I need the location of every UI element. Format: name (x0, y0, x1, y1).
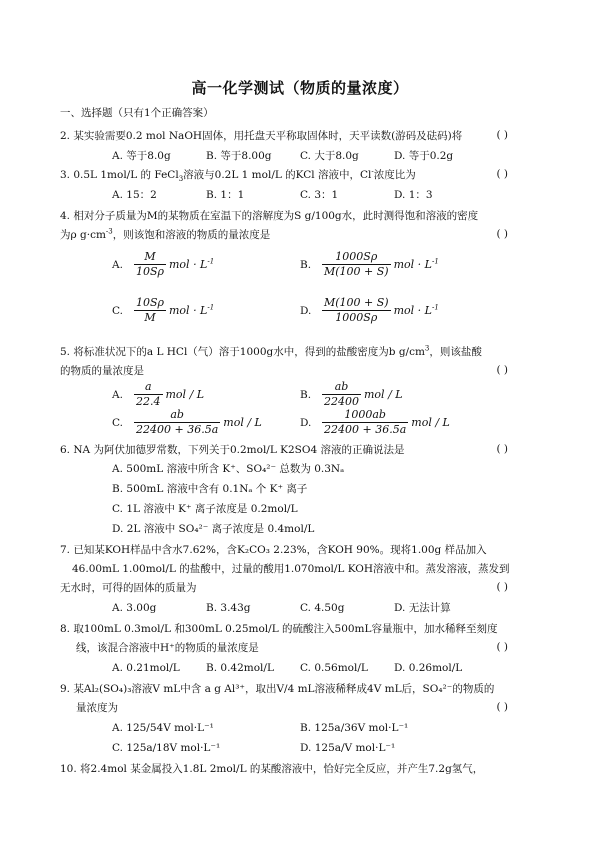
fraction (134, 250, 166, 279)
question-7-option-d: D. 无法计算 (394, 602, 451, 614)
fraction-denominator: M(100 + S) (324, 265, 389, 278)
question-3-option-b: B. 1：1 (206, 189, 245, 201)
question-5-stem-part1: 5. 将标准状况下的a L HCl（气）溶于1000g水中，得到的盐酸密度为b g/cm (60, 346, 425, 358)
question-8-option-b: B. 0.42mol/L (206, 662, 274, 674)
option-label: A. (112, 388, 123, 401)
question-7-stem-line3: 无水时，可得的固体的质量为 (60, 582, 197, 594)
fraction-denominator: 22.4 (136, 395, 161, 408)
option-label: B. (300, 258, 312, 271)
option-label: D. (300, 304, 312, 317)
unit-label: mol / L (165, 387, 205, 401)
question-3-superscript: - (371, 167, 374, 176)
fraction-denominator: 10Sρ (136, 265, 164, 278)
fraction (322, 380, 361, 409)
question-8-stem-line2: 线，该混合溶液中H⁺的物质的量浓度是 (76, 642, 259, 654)
question-4-option-a (112, 250, 214, 279)
option-label: D. (300, 416, 312, 429)
fraction (322, 296, 391, 325)
fraction (322, 408, 408, 437)
question-5-option-c (112, 408, 262, 437)
fraction-numerator: M(100 + S) (324, 296, 389, 309)
unit-label (394, 304, 439, 317)
question-8-option-a: A. 0.21mol/L (112, 662, 180, 674)
question-7-stem-line1: 7. 已知某KOH样品中含水7.62%，含K₂CO₃ 2.23%，含KOH 90%。现将1.00g 样品加入 (60, 544, 487, 556)
unit-text: mol · L (169, 257, 208, 271)
fraction-numerator: 1000Sρ (322, 250, 391, 265)
fraction-numerator: 1000ab (322, 408, 408, 423)
question-5-stem-line1 (60, 345, 482, 359)
page-title: 高一化学测试（物质的量浓度） (191, 79, 409, 97)
fraction (134, 380, 163, 409)
question-2-option-d: D. 等于0.2g (394, 150, 454, 162)
question-3-answer-bracket: ( ) (496, 168, 508, 180)
question-6-stem: 6. NA 为阿伏加德罗常数，下列关于0.2mol/L K2SO4 溶液的正确说法是 (60, 444, 405, 456)
question-4-option-b (300, 250, 439, 279)
fraction-denominator: M (144, 311, 156, 324)
fraction-numerator: ab (134, 408, 220, 423)
unit-label: mol / L (411, 415, 450, 429)
question-6-option-d: D. 2L 溶液中 SO₄²⁻ 离子浓度是 0.4mol/L (112, 523, 315, 535)
question-9-option-c: C. 125a/18V mol·L⁻¹ (112, 742, 221, 754)
fraction (322, 250, 391, 279)
unit-exponent: -1 (207, 256, 215, 265)
question-9-option-b: B. 125a/36V mol·L⁻¹ (300, 722, 409, 734)
unit-exponent: -1 (431, 256, 439, 265)
unit-label (169, 304, 214, 317)
fraction-numerator: 10Sρ (136, 296, 164, 309)
unit-label (169, 258, 214, 271)
question-9-answer-bracket: ( ) (496, 701, 508, 713)
question-5-answer-bracket: ( ) (496, 364, 508, 376)
unit-label: mol / L (364, 387, 403, 401)
question-5-superscript: 3 (424, 344, 430, 353)
question-2-stem: 2. 某实验需要0.2 mol NaOH固体，用托盘天平称取固体时，天平读数(游码及砝码)将 (60, 130, 463, 142)
question-5-option-a (112, 380, 204, 409)
question-3-option-d: D. 1：3 (394, 189, 433, 201)
option-label: C. (112, 416, 123, 429)
unit-text: mol · L (393, 257, 432, 271)
question-5-stem-part2: ，则该盐酸 (429, 346, 482, 358)
question-3-subscript: 3 (178, 175, 184, 184)
question-2-option-a: A. 等于8.0g (112, 150, 171, 162)
question-6-option-a: A. 500mL 溶液中所含 K⁺、SO₄²⁻ 总数为 0.3Nₐ (112, 463, 345, 475)
option-label: B. (300, 388, 312, 401)
unit-text: mol · L (169, 303, 208, 317)
fraction-denominator: 22400 + 36.5a (324, 423, 407, 436)
option-label: C. (112, 304, 123, 317)
question-9-option-a: A. 125/54V mol·L⁻¹ (112, 722, 214, 734)
question-9-stem-line2: 量浓度为 (76, 702, 118, 714)
question-7-option-b: B. 3.43g (206, 602, 251, 614)
fraction (134, 296, 166, 325)
question-8-option-c: C. 0.56mol/L (300, 662, 368, 674)
question-5-option-d (300, 408, 450, 437)
question-4-stem-part2: ，则该饱和溶液的物质的量浓度是 (112, 229, 271, 241)
section-heading: 一、选择题（只有1个正确答案） (60, 107, 214, 119)
question-3-stem-part3: 浓度比为 (373, 169, 416, 181)
question-3-stem (60, 168, 416, 182)
unit-exponent: -1 (207, 302, 215, 311)
question-7-option-a: A. 3.00g (112, 602, 157, 614)
question-2-answer-bracket: ( ) (496, 129, 508, 141)
fraction-denominator: 22400 (324, 395, 359, 408)
question-3-stem-part2: 溶液与0.2L 1 mol/L 的KCl 溶液中，Cl (183, 169, 372, 181)
question-4-stem-line1: 4. 相对分子质量为M的某物质在室温下的溶解度为S g/100g水，此时测得饱和溶液的密度 (60, 210, 479, 222)
question-5-stem-line2: 的物质的量浓度是 (60, 365, 144, 377)
question-4-stem-line2 (60, 228, 270, 242)
fraction-numerator: M (134, 250, 166, 265)
question-4-superscript: -3 (105, 227, 113, 236)
fraction (134, 408, 220, 437)
question-7-answer-bracket: ( ) (496, 581, 508, 593)
unit-label (394, 258, 439, 271)
question-4-stem-part1: 为ρ g·cm (60, 229, 106, 241)
question-4-answer-bracket: ( ) (496, 228, 508, 240)
fraction-denominator: 22400 + 36.5a (136, 423, 219, 436)
question-6-option-b: B. 500mL 溶液中含有 0.1Nₐ 个 K⁺ 离子 (112, 483, 308, 495)
question-7-option-c: C. 4.50g (300, 602, 345, 614)
question-6-option-c: C. 1L 溶液中 K⁺ 离子浓度是 0.2mol/L (112, 503, 298, 515)
question-8-answer-bracket: ( ) (496, 641, 508, 653)
question-3-stem-part1: 3. 0.5L 1mol/L 的 FeCl (60, 169, 179, 181)
unit-label: mol / L (223, 415, 262, 429)
unit-exponent: -1 (431, 302, 439, 311)
fraction-numerator: a (134, 380, 163, 395)
question-8-stem-line1: 8. 取100mL 0.3mol/L 和300mL 0.25mol/L 的硫酸注入500mL容量瓶中，加水稀释至刻度 (60, 623, 498, 635)
question-5-option-b (300, 380, 403, 409)
question-7-stem-line2: 46.00mL 1.00mol/L 的盐酸中，过量的酸用1.070mol/L KOH溶液中和。蒸发溶液，蒸发到 (72, 563, 510, 575)
question-4-option-c (112, 296, 214, 325)
question-8-option-d: D. 0.26mol/L (394, 662, 463, 674)
fraction-numerator: ab (322, 380, 361, 395)
question-9-option-d: D. 125a/V mol·L⁻¹ (300, 742, 396, 754)
question-2-option-c: C. 大于8.0g (300, 150, 359, 162)
question-6-answer-bracket: ( ) (496, 443, 508, 455)
question-3-option-c: C. 3：1 (300, 189, 339, 201)
unit-text: mol · L (393, 303, 432, 317)
question-4-option-d (300, 296, 439, 325)
question-3-option-a: A. 15：2 (112, 189, 157, 201)
question-9-stem-line1: 9. 某Al₂(SO₄)₃溶液V mL中含 a g Al³⁺，取出V/4 mL溶液稀释成4V mL后，SO₄²⁻的物质的 (60, 683, 495, 695)
question-10-stem-line1: 10. 将2.4mol 某金属投入1.8L 2mol/L 的某酸溶液中，恰好完全反应，并产生7.2g氢气， (60, 763, 484, 775)
fraction-denominator: 1000Sρ (335, 311, 378, 324)
question-2-option-b: B. 等于8.00g (206, 150, 272, 162)
option-label: A. (112, 258, 123, 271)
